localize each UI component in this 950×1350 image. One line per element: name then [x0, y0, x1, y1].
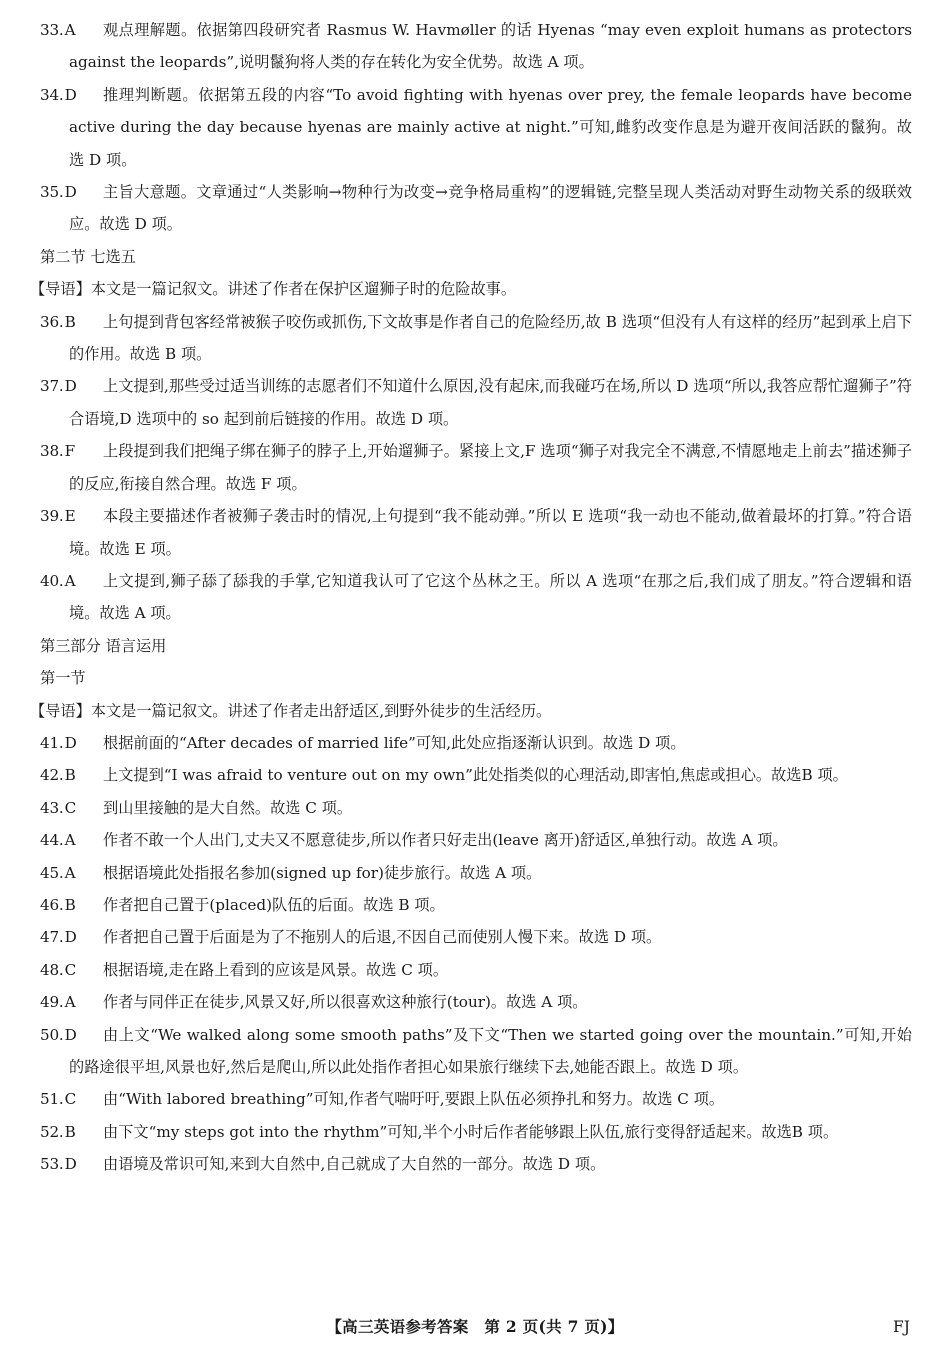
question-index: 46. [40, 895, 64, 914]
answer-explanation: 作者与同伴正在徒步,风景又好,所以很喜欢这种旅行(tour)。故选 A 项。 [103, 993, 588, 1012]
answer-item [40, 79, 912, 176]
answer-letter: B [64, 1122, 76, 1141]
footer-code: FJ [893, 1318, 910, 1336]
question-index: 49. [40, 993, 64, 1012]
answer-letter: C [64, 960, 76, 979]
answer-explanation: 本段主要描述作者被狮子袭击时的情况,上句提到“我不能动弹。”所以 E 选项“我一动也不能动,做着最坏的打算。”符合语境。故选 E 项。 [69, 507, 912, 558]
answer-letter: A [64, 831, 76, 850]
answer-letter: B [64, 312, 76, 331]
question-number [40, 79, 99, 111]
answer-explanation: 上文提到“I was afraid to venture out on my own”此处指类似的心理活动,即害怕,焦虑或担心。故选B 项。 [103, 766, 848, 785]
answer-item [40, 1019, 912, 1084]
answer-explanation: 由语境及常识可知,来到大自然中,自己就成了大自然的一部分。故选 D 项。 [103, 1155, 606, 1174]
answer-item [40, 759, 912, 791]
question-number [40, 1116, 99, 1148]
question-number [40, 14, 99, 46]
answer-explanation: 上文提到,那些受过适当训练的志愿者们不知道什么原因,没有起床,而我碰巧在场,所以 D 选项“所以,我答应帮忙遛狮子”符合语境,D 选项中的 so 起到前后链接的作用。故选 D 项。 [69, 377, 912, 428]
answer-explanation: 根据前面的“After decades of married life”可知,此处应指逐渐认识到。故选 D 项。 [103, 733, 686, 752]
answer-letter: D [64, 183, 77, 202]
section-heading: 第一节 [40, 669, 86, 688]
answer-letter: C [64, 1090, 76, 1109]
answer-explanation: 由下文“my steps got into the rhythm”可知,半个小时后作者能够跟上队伍,旅行变得舒适起来。故选B 项。 [103, 1122, 839, 1141]
page-footer [0, 1312, 950, 1342]
answer-explanation: 作者不敢一个人出门,丈夫又不愿意徒步,所以作者只好走出(leave 离开)舒适区,单独行动。故选 A 项。 [103, 831, 788, 850]
answer-letter: D [64, 1025, 77, 1044]
answer-item [40, 306, 912, 371]
answer-item [40, 1083, 912, 1115]
answer-explanation: 上文提到,狮子舔了舔我的手掌,它知道我认可了它这个丛林之王。所以 A 选项“在那之后,我们成了朋友。”符合逻辑和语境。故选 A 项。 [69, 571, 912, 623]
answer-item [40, 986, 912, 1018]
answer-explanation: 上段提到我们把绳子绑在狮子的脖子上,开始遛狮子。紧接上文,F 选项“狮子对我完全不满意,不情愿地走上前去”描述狮子的反应,衔接自然合理。故选 F 项。 [69, 442, 912, 493]
question-index: 33. [40, 21, 64, 39]
answer-item [40, 435, 912, 500]
question-number [40, 435, 99, 467]
question-index: 39. [40, 507, 64, 526]
question-index: 36. [40, 312, 64, 331]
question-number [40, 1083, 99, 1115]
question-index: 41. [40, 733, 64, 752]
answer-key-page [30, 14, 912, 1181]
answer-explanation: 根据语境此处指报名参加(signed up for)徒步旅行。故选 A 项。 [103, 863, 542, 882]
answer-letter: F [64, 442, 75, 461]
answer-item [40, 565, 912, 630]
answer-item [40, 370, 912, 435]
answer-letter: A [64, 571, 76, 590]
question-index: 42. [40, 766, 64, 785]
answer-item [40, 176, 912, 241]
question-index: 50. [40, 1025, 64, 1044]
question-number [40, 921, 99, 953]
answer-explanation: 由上文“We walked along some smooth paths”及下文“Then we started going over the mountain.”可知,开始的路途很平坦,风景也好,然后是爬山,所以此处指作者担心如果旅行继续下去,她能否跟上。故选 D 项。 [69, 1025, 912, 1076]
answer-item [40, 857, 912, 889]
answer-item [40, 954, 912, 986]
answer-explanation: 作者把自己置于(placed)队伍的后面。故选 B 项。 [103, 895, 445, 914]
question-number [40, 565, 99, 597]
answer-explanation: 根据语境,走在路上看到的应该是风景。故选 C 项。 [103, 960, 449, 979]
question-number [40, 759, 99, 791]
question-index: 34. [40, 85, 64, 104]
question-number [40, 889, 99, 921]
question-index: 43. [40, 798, 64, 817]
question-index: 45. [40, 863, 64, 882]
answer-letter: A [64, 21, 76, 39]
answer-letter: A [64, 863, 76, 882]
answer-item [40, 727, 912, 759]
answer-explanation: 观点理解题。依据第四段研究者 Rasmus W. Havmøller 的话 Hyenas “may even exploit humans as protectors against the leopards”,说明鬣狗将人类的存在转化为安全优势。故选 A 项。 [69, 21, 912, 72]
answer-explanation: 上句提到背包客经常被猴子咬伤或抓伤,下文故事是作者自己的危险经历,故 B 选项“但没有人有这样的经历”起到承上启下的作用。故选 B 项。 [69, 312, 912, 364]
question-number [40, 1148, 99, 1180]
answer-explanation: 到山里接触的是大自然。故选 C 项。 [103, 798, 353, 817]
answer-item [40, 792, 912, 824]
question-number [40, 306, 99, 338]
question-index: 52. [40, 1122, 64, 1141]
answer-letter: E [64, 507, 76, 526]
question-number [40, 824, 99, 856]
question-index: 47. [40, 928, 64, 947]
question-index: 38. [40, 442, 64, 461]
question-index: 48. [40, 960, 64, 979]
question-number [40, 792, 99, 824]
passage-intro: 【导语】本文是一篇记叙文。讲述了作者走出舒适区,到野外徒步的生活经历。 [30, 701, 552, 720]
question-index: 35. [40, 183, 64, 202]
question-number [40, 370, 99, 402]
answer-letter: D [64, 377, 77, 396]
answer-item [40, 824, 912, 856]
answer-item [40, 500, 912, 565]
question-number [40, 500, 99, 532]
passage-intro: 【导语】本文是一篇记叙文。讲述了作者在保护区遛狮子时的危险故事。 [30, 280, 516, 299]
question-number [40, 1019, 99, 1051]
answer-letter: D [64, 85, 77, 104]
question-number [40, 727, 99, 759]
answer-letter: C [64, 798, 76, 817]
answer-letter: A [64, 993, 76, 1012]
section-heading: 第三部分 语言运用 [40, 636, 167, 655]
question-number [40, 857, 99, 889]
section-heading: 第二节 七选五 [40, 247, 136, 266]
answer-explanation: 作者把自己置于后面是为了不拖别人的后退,不因自己而使别人慢下来。故选 D 项。 [103, 928, 662, 947]
answer-item [40, 1148, 912, 1180]
answer-letter: B [64, 895, 76, 914]
answer-letter: D [64, 928, 77, 947]
answer-explanation: 由“With labored breathing”可知,作者气喘吁吁,要跟上队伍必须挣扎和努力。故选 C 项。 [103, 1090, 725, 1109]
question-index: 37. [40, 377, 64, 396]
answer-item [40, 889, 912, 921]
answer-item [40, 14, 912, 79]
question-number [40, 954, 99, 986]
question-number [40, 986, 99, 1018]
answer-explanation: 推理判断题。依据第五段的内容“To avoid fighting with hyenas over prey, the female leopards have become active during the day because hyenas are mainly active at night.”可知,雌豹改变作息是为避开夜间活跃的鬣狗。故选 D 项。 [69, 85, 912, 169]
question-index: 53. [40, 1155, 64, 1174]
question-index: 44. [40, 831, 64, 850]
question-index: 51. [40, 1090, 64, 1109]
answer-item [40, 921, 912, 953]
answer-letter: B [64, 766, 76, 785]
answer-letter: D [64, 1155, 77, 1174]
footer-page-info: 【高三英语参考答案 第 2 页(共 7 页)】 [326, 1317, 624, 1336]
question-index: 40. [40, 571, 64, 590]
answer-item [40, 1116, 912, 1148]
answer-explanation: 主旨大意题。文章通过“人类影响→物种行为改变→竞争格局重构”的逻辑链,完整呈现人类活动对野生动物关系的级联效应。故选 D 项。 [69, 183, 912, 234]
answer-letter: D [64, 733, 77, 752]
question-number [40, 176, 99, 208]
